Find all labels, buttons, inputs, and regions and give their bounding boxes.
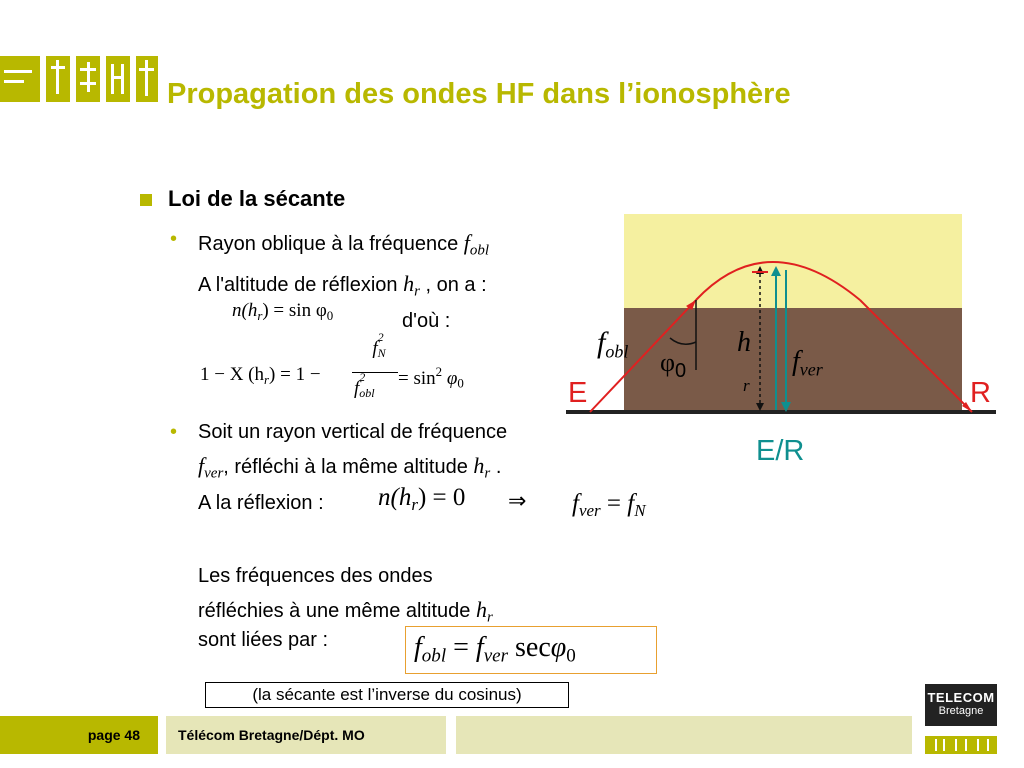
secant-formula: $f_{obl} = f_{ver}$ secφ$_0$: [414, 632, 576, 667]
footer-org-block: [166, 716, 446, 754]
footer-filler: [456, 716, 912, 754]
label-emitter: E: [568, 377, 588, 409]
bullet1-line2: A l'altitude de réflexion $h_r$ , on a :: [198, 271, 487, 300]
label-h: h: [737, 327, 751, 358]
logo-glyph-2-icon: [76, 56, 100, 102]
bullet-dot-icon: •: [170, 228, 178, 250]
label-f-ver: $f_{ver}$: [792, 346, 823, 380]
fraction-denominator: f 2 obl: [354, 370, 375, 400]
logo-glyphs-icon: [925, 736, 997, 754]
bullet2-line1: Soit un rayon vertical de fréquence: [198, 421, 508, 443]
equation-3-left: $n(h_r) = 0$: [378, 484, 466, 515]
page-number: page 48: [87, 727, 140, 743]
label-h-sub: r: [743, 376, 750, 395]
var-f: $f_{obl}$: [463, 230, 489, 259]
conclusion-line2: réfléchies à une même altitude $h_r$: [198, 597, 493, 626]
equation-2-left: 1 − X $(h_r) = 1$ −: [200, 364, 321, 387]
dou-text: d'où :: [402, 310, 451, 332]
label-receiver: R: [970, 377, 991, 409]
sky-region: [624, 214, 962, 308]
bullet2-line3: A la réflexion :: [198, 492, 324, 514]
bullet1-line1: Rayon oblique à la fréquence $f_{obl}$: [198, 230, 489, 259]
label-f-obl: $f_{obl}$: [597, 326, 629, 362]
equation-2-right: = $\sin^2 \varphi_0$: [398, 364, 464, 391]
footer-org: Télécom Bretagne/Dépt. MO: [178, 727, 365, 743]
bullet2-line2: $f_{ver}$, réfléchi à la même altitude $h_r$ .: [198, 453, 502, 482]
logo-glyph-3-icon: [106, 56, 130, 102]
page-title: Propagation des ondes HF dans l’ionosphère: [167, 78, 791, 110]
equation-3-right: $f_{ver} = f_N$: [572, 490, 646, 521]
bullet-dot-icon: •: [170, 421, 178, 443]
conclusion-line3: sont liées par :: [198, 629, 329, 651]
implies-arrow-icon: ⇒: [508, 488, 527, 513]
school-logo-bar: [0, 56, 40, 102]
var-h: $h_r$: [403, 271, 420, 300]
logo-glyph-1-icon: [46, 56, 70, 102]
equation-1: $n(h_r) = \sin \varphi_0$: [232, 300, 334, 323]
conclusion-line1: Les fréquences des ondes: [198, 565, 433, 587]
label-phi0: $\varphi_0$: [660, 348, 687, 382]
section-bullet-icon: [140, 194, 152, 206]
logo-glyph-4-icon: [136, 56, 158, 102]
section-heading: Loi de la sécante: [168, 186, 346, 211]
label-emitter-receiver: E/R: [756, 435, 805, 467]
footer-page-block: [0, 716, 158, 754]
secant-note: (la sécante est l’inverse du cosinus): [205, 682, 569, 708]
fraction-numerator: f 2 N: [372, 330, 386, 360]
telecom-bretagne-logo: TELECOM Bretagne: [925, 684, 997, 726]
